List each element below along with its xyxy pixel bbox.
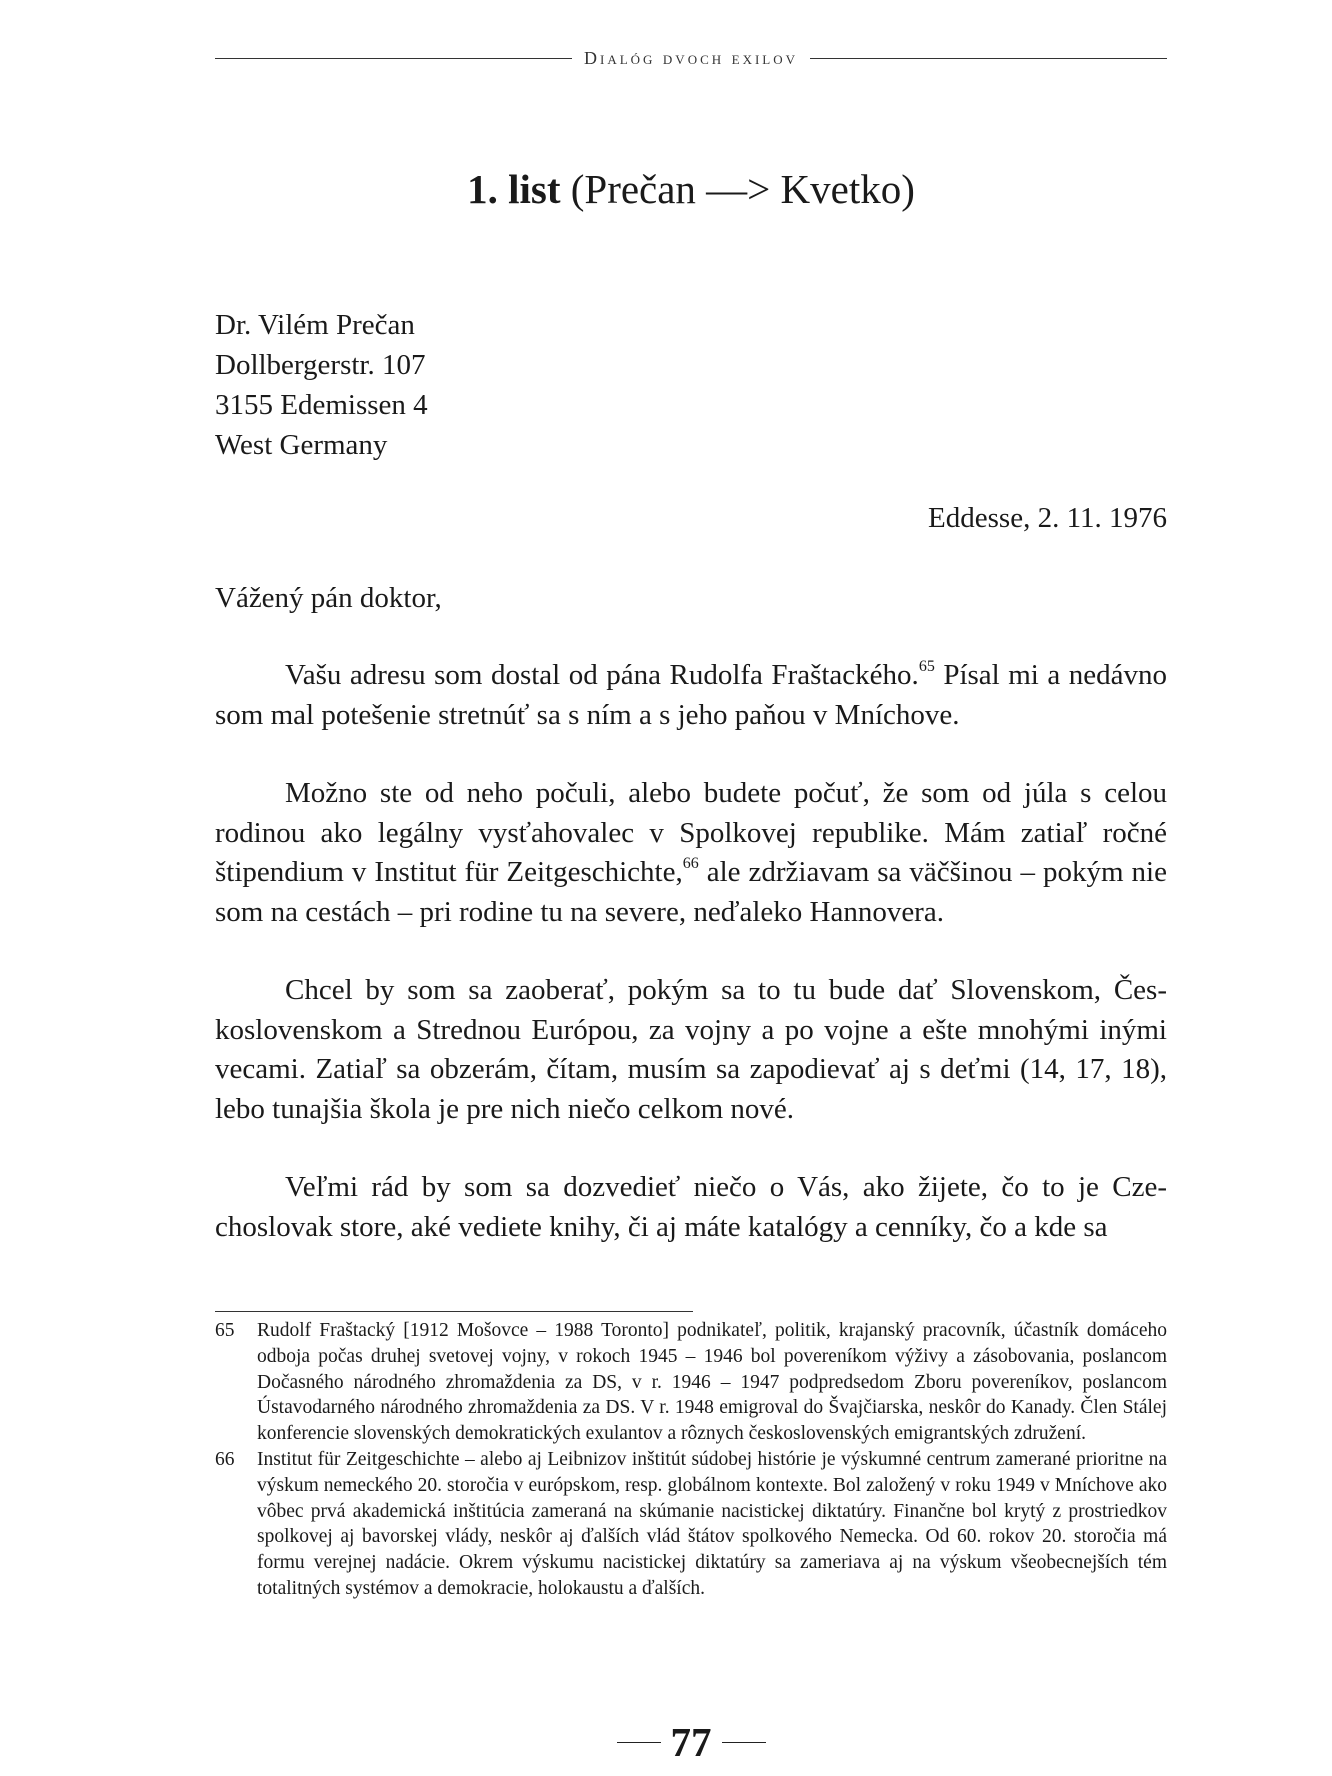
page-number-dash-right [722, 1742, 766, 1743]
footnote-reference[interactable]: 65 [918, 658, 935, 676]
footnote-text: Institut für Zeitgeschichte – alebo aj Leibnizov inštitút súdobej histórie je výskumné centrum zamerané prioritne na výskum nemeckého 20. storočia v európskom, resp. globálnom kontexte. Bol založený v roku 1949 v Mníchove ako vôbec prvá akademická inštitúcia zameraná na skúmanie nacistickej diktatúry. Finančne bol krytý z prostriedkov spolkovej aj bavorskej vlády, neskôr aj ďalších vlád štátov spolkového Nemecka. Od 60. rokov 20. storočia má formu verejnej nadácie. Okrem výskumu nacistickej diktatúry sa zameriava aj na výskum všeobecnejších tém totalitných systémov a demokracie, holokaustu a ďalších. [257, 1448, 1167, 1599]
header-rule-left [215, 58, 572, 59]
body-paragraph: Veľmi rád by som sa dozvedieť niečo o Vás, ako žijete, čo to je Czechoslovak store, aké vediete knihy, či aj máte katalógy a cenníky, čo a kde sa [215, 1171, 1167, 1243]
address-line: West Germany [215, 429, 388, 461]
body-paragraph: Chcel by som sa zaoberať, pokým sa to tu bude dať Slovenskom, Československom a Strednou Európou, za vojny a po vojne a ešte mnohými inými vecami. Zatiaľ sa obzerám, čítam, musím sa zapodievať aj s deťmi (14, 17, 18), lebo tunajšia škola je pre nich niečo celkom nové. [215, 974, 1167, 1125]
footnote [215, 1447, 1167, 1602]
page-number-dash-left [617, 1742, 661, 1743]
address-line: 3155 Edemissen 4 [215, 389, 428, 421]
address-line: Dollbergerstr. 107 [215, 349, 426, 381]
letter-title-number: 1. list [467, 166, 561, 212]
paragraph-text: ale zdržiavam sa väčšinou – pokým nie som na cestách – pri rodine tu na severe, neďaleko Hannovera. [215, 856, 1167, 928]
page-number-value: 77 [670, 1719, 712, 1765]
running-header-text: Dialóg dvoch exilov [583, 47, 799, 68]
letter-title [215, 164, 1167, 214]
header-rule-right [810, 58, 1167, 59]
footnote-reference[interactable]: 66 [682, 855, 699, 873]
sender-address [215, 305, 428, 465]
footnotes [215, 1318, 1167, 1602]
paragraph-text: Možno ste od neho počuli, alebo budete počuť, že som od júla s celou rodinou ako legálny vysťahovalec v Spolkovej republike. Mám zatiaľ ročné štipendium v Institut für Zeitgeschichte, [215, 777, 1167, 888]
letter-body [215, 656, 1167, 1247]
footnote [215, 1318, 1167, 1447]
footnote-number: 65 [215, 1320, 235, 1341]
footnote-text: Rudolf Fraštacký [1912 Mošovce – 1988 Toronto] podnikateľ, politik, krajanský pracovník, účastník domáceho odboja počas druhej svetovej vojny, v rokoch 1945 – 1946 bol povereníkom výživy a zásobovania, poslancom Dočasného národného zhromaždenia za DS, v r. 1946 – 1947 podpredsedom Zboru povereníkov, poslancom Ústavodarného národného zhromaždenia za DS. V r. 1948 emigroval do Švajčiarska, neskôr do Kanady. Člen Stálej konferencie slovenských demokratických exulantov a rôznych československých emigrantských združení. [257, 1320, 1167, 1445]
footnote-separator [215, 1311, 693, 1312]
paragraph-text: Vašu adresu som dostal od pána Rudolfa Fraštackého. [285, 659, 919, 691]
footnote-number: 66 [215, 1448, 235, 1470]
running-header [215, 44, 1167, 72]
letter-date: Eddesse, 2. 11. 1976 [928, 502, 1167, 534]
page-number [215, 1720, 1167, 1764]
address-line: Dr. Vilém Prečan [215, 309, 415, 341]
paragraph-text: Písal mi a nedávno som mal potešenie stretnúť sa s ním a s jeho paňou v Mníchove. [215, 659, 1167, 731]
body-paragraph [215, 774, 1167, 932]
salutation: Vážený pán doktor, [215, 582, 442, 614]
letter-title-direction: (Prečan —> Kvetko) [560, 166, 915, 212]
body-paragraph [215, 656, 1167, 735]
